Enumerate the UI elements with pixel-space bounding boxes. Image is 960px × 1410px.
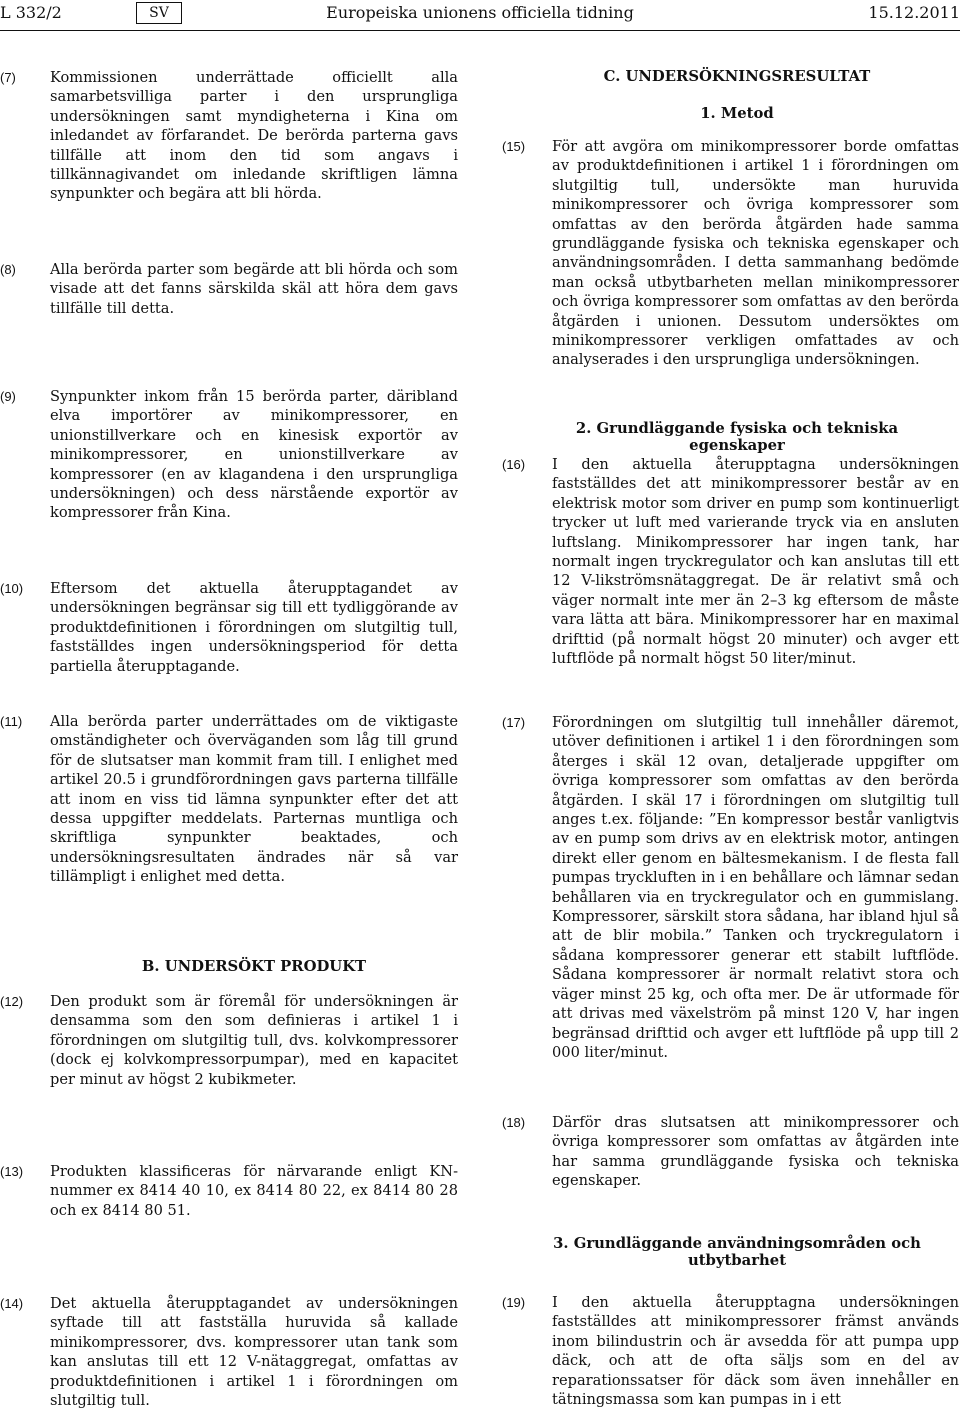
paragraph-number: (7) (0, 70, 16, 85)
section-heading-b: B. UNDERSÖKT PRODUKT (141, 958, 367, 975)
paragraph-number: (13) (0, 1164, 24, 1179)
paragraph-text: I den aktuella återupptagna undersökningen fastställdes det att minikompressorer består av en elektrisk motor som driver en pump som kontinuerligt trycker ut luft med varierande tryck via en ansluten luftslang. Minikompressorer har ingen tank, har normalt ingen tryckregulator och kan anslutas till ett 12 V-likströmsnätaggregat. De är relativt små och väger normalt inte mer än 2–3 kg eftersom de måste vara lätta att bära. Minikompressorer har en maximal drifttid (på normalt högst 20 minuter) och avger ett luftflöde på normalt högst 50 liter/minut. (552, 456, 959, 668)
paragraph-number: (17) (502, 715, 526, 730)
paragraph-number: (18) (502, 1115, 526, 1130)
paragraph-number: (15) (502, 139, 526, 154)
paragraph-number: (19) (502, 1295, 526, 1310)
paragraph-text: Kommissionen underrättade officiellt alla samarbetsvilliga parter i den ursprungliga undersökningen samt myndigheterna i Kina om inledandet av förfarandet. De berörda parterna gavs tillfälle att inom den tid som angavs i tillkännagivandet om inledande skriftligen lämna synpunkter och begära att bli hörda. (50, 69, 458, 203)
paragraph-text: Alla berörda parter underrättades om de viktigaste omständigheter och överväganden som låg till grund för de slutsatser man kommit fram till. I enlighet med artikel 20.5 i grundförordningen gavs parterna tillfälle att inom en viss tid lämna synpunkter efter det att dessa uppgifter meddelats. Parternas muntliga och skriftliga synpunkter beaktades, och undersökningsresultaten ändrades när så var tillämpligt i enlighet med detta. (50, 713, 458, 886)
paragraph-number: (16) (502, 457, 526, 472)
paragraph-text: Därför dras slutsatsen att minikompressorer och övriga kompressorer som omfattas av åtgärden inte har samma grundläggande fysiska och tekniska egenskaper. (552, 1114, 959, 1190)
paragraph-text: Alla berörda parter som begärde att bli hörda och som visade att det fanns särskilda skäl att höra dem gavs tillfälle till detta. (50, 261, 458, 317)
paragraph-text: För att avgöra om minikompressorer borde omfattas av produktdefinitionen i artikel 1 i förordningen om slutgiltig tull, undersökte man huruvida minikompressorer och övriga kompressorer som omfattas av den berörda åtgärden hade samma grundläggande fysiska och tekniska egenskaper och användningsområden. I detta sammanhang bedömde man också utbytbarheten mellan minikompressorer och övriga kompressorer som omfattas av den berörda åtgärden i unionen. Dessutom undersöktes om minikompressorer verkligen omfattades av och analyserades i den ursprungliga undersökningen. (552, 138, 959, 369)
paragraph-number: (14) (0, 1296, 24, 1311)
paragraph-number: (9) (0, 389, 16, 404)
publication-date: 15.12.2011 (868, 3, 960, 22)
paragraph-number: (11) (0, 714, 23, 729)
subheading-use-interchangeability: 3. Grundläggande användningsområden och utbytbarhet (553, 1235, 921, 1269)
journal-title: Europeiska unionens officiella tidning (326, 3, 634, 22)
paragraph-text: Den produkt som är föremål för undersökningen är densamma som den som definieras i artikel 1 i förordningen om slutgiltig tull, dvs. kolvkompressorer (dock ej kolvkompressorpumpar), med en kapacitet per minut av högst 2 kubikmeter. (50, 993, 458, 1088)
page-reference: L 332/2 (0, 3, 62, 22)
paragraph-number: (8) (0, 262, 16, 277)
paragraph-text: Eftersom det aktuella återupptagandet av undersökningen begränsar sig till ett tydliggörande av produktdefinitionen i förordningen om slutgiltig tull, fastställdes ingen undersökningsperiod för detta partiella återupptagande. (50, 580, 458, 675)
paragraph-text: Produkten klassificeras för närvarande enligt KN-nummer ex 8414 40 10, ex 8414 80 22, ex 8414 80 28 och ex 8414 80 51. (50, 1163, 458, 1219)
subheading-physical-properties: 2. Grundläggande fysiska och tekniska egenskaper (575, 420, 899, 454)
paragraph-number: (12) (0, 994, 24, 1009)
section-heading-c: C. UNDERSÖKNINGSRESULTAT (603, 68, 871, 85)
paragraph-text: Förordningen om slutgiltig tull innehåller däremot, utöver definitionen i artikel 1 i den förordningen som återges i skäl 12 ovan, detaljerade uppgifter om övriga kompressorer som omfattas av den berörda åtgärden. I skäl 17 i förordningen om slutgiltig tull anges t.ex. följande: ”En kompressor består vanligtvis av en pump som drivs av en elektrisk motor, antingen direkt eller genom en bältesmekanism. I de flesta fall pumpas tryckluften in i en behållare och lämnar sedan behållaren via en tryckregulator och en gummislang. Kompressorer, särskilt stora sådana, har ibland hjul så att de blir mobila.” Tanken och tryckregulatorn i sådana kompressorer generar ett stabilt luftflöde. Sådana kompressorer är normalt relativt stora och väger minst 25 kg, och ofta mer. De är utformade för att drivas med växelström på minst 120 V, har ingen begränsad drifttid och avger ett luftflöde på upp till 2 000 liter/minut. (552, 714, 959, 1061)
paragraph-number: (10) (0, 581, 24, 596)
paragraph-text: I den aktuella återupptagna undersökningen fastställdes att minikompressorer främst används inom bilindustrin och är avsedda för att pumpa upp däck, och att de ofta säljs som en del av reparationssatser för däck som även innehåller en tätningsmassa som kan pumpas in i ett (552, 1294, 959, 1409)
language-box: SV (136, 2, 182, 24)
page-header (0, 0, 960, 30)
paragraph-text: Synpunkter inkom från 15 berörda parter, däribland elva importörer av minikompressorer, en unionstillverkare och en kinesisk exportör av minikompressorer, en unionstillverkare av kompressorer (en av klagandena i den ursprungliga undersökningen) och dess närstående exportör av kompressorer från Kina. (50, 388, 458, 522)
subheading-method: 1. Metod (700, 105, 774, 122)
header-rule (0, 30, 960, 31)
paragraph-text: Det aktuella återupptagandet av undersökningen syftade till att fastställa huruvida så kallade minikompressorer, dvs. kompressorer utan tank som kan anslutas till ett 12 V-nätaggregat, omfattas av produktdefinitionen i artikel 1 i förordningen om slutgiltig tull. (50, 1295, 458, 1410)
